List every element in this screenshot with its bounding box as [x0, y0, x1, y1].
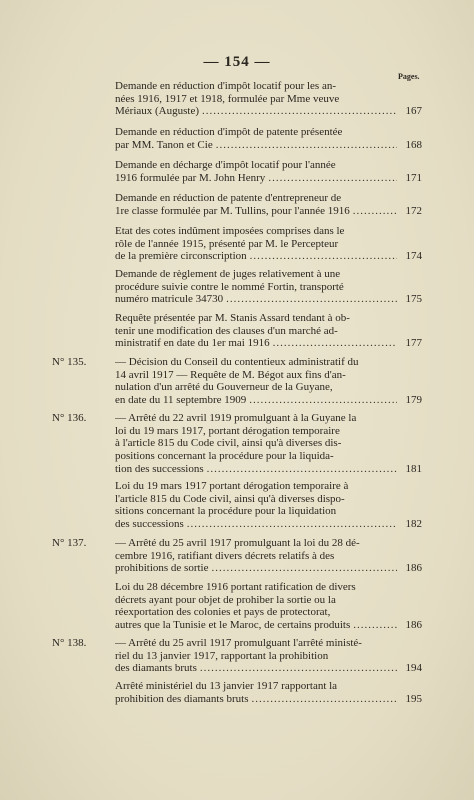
leader-dots	[249, 394, 397, 407]
entry-line: par MM. Tanon et Cie	[115, 138, 213, 151]
decree-number: N° 135.	[52, 356, 87, 368]
entry-line: Demande en réduction d'impôt locatif pour les an-	[115, 80, 336, 92]
decree-number: N° 138.	[52, 637, 87, 649]
page-reference: 172	[405, 204, 422, 217]
entry-line: Demande en réduction de patente d'entrepreneur de	[115, 192, 342, 204]
entry-line: — Arrêté du 25 avril 1917 promulguant la loi du 28 dé-	[115, 537, 360, 549]
entry-line: Etat des cotes indûment imposées comprises dans le	[115, 225, 345, 237]
entry-line: décrets ayant pour objet de prohiber la sortie ou la	[115, 593, 336, 606]
entry-line: — Décision du Conseil du contentieux administratif du	[115, 356, 359, 368]
pages-column-label: Pages.	[398, 72, 420, 81]
page-reference: 194	[405, 662, 422, 675]
page-reference: 179	[405, 394, 422, 407]
index-entry	[115, 581, 422, 632]
entry-line: 1916 formulée par M. John Henry	[115, 171, 266, 184]
entry-line: numéro matricule 34730	[115, 293, 224, 306]
entry-line: Arrêté ministériel du 13 janvier 1917 rapportant la	[115, 680, 338, 692]
decree-number: N° 136.	[52, 412, 87, 424]
index-entry	[115, 312, 422, 350]
page-reference: 181	[405, 462, 422, 475]
entry-line: positions concernant la procédure pour la liquida-	[115, 450, 334, 463]
entry-line: Demande de règlement de juges relativement à une	[115, 268, 341, 280]
entry-line: tion des successions	[115, 462, 204, 475]
index-entry	[115, 637, 422, 675]
index-entry	[115, 680, 422, 705]
entry-line: Demande en réduction d'impôt de patente présentée	[115, 126, 343, 138]
entry-line: Loi du 19 mars 1917 portant dérogation temporaire à	[115, 480, 349, 492]
entry-line: nulation d'un arrêté du Gouverneur de la Guyane,	[115, 381, 333, 394]
entry-line: loi du 19 mars 1917, portant dérogation temporaire	[115, 424, 340, 437]
entry-line: 14 avril 1917 — Requête de M. Bégot aux fins d'an-	[115, 368, 346, 381]
page-number: — 154 —	[203, 54, 271, 70]
leader-dots	[273, 337, 397, 350]
leader-dots	[202, 105, 397, 118]
entry-line: réexportation des colonies et pays de protectorat,	[115, 606, 331, 619]
entry-line: rôle de l'année 1915, présenté par M. le Percepteur	[115, 237, 339, 250]
index-entry	[115, 480, 422, 531]
entry-line: prohibitions de sortie	[115, 562, 209, 575]
leader-dots	[207, 463, 397, 476]
leader-dots	[200, 662, 397, 675]
page-reference: 182	[405, 518, 422, 531]
entry-line: Requête présentée par M. Stanis Assard tendant à ob-	[115, 312, 350, 324]
index-entry	[115, 537, 422, 575]
entry-line: Demande en décharge d'impôt locatif pour l'année	[115, 159, 336, 171]
entry-line: ministratif en date du 1er mai 1916	[115, 337, 270, 350]
entry-line: procédure suivie contre le nommé Fortin, transporté	[115, 280, 344, 293]
leader-dots	[216, 139, 397, 152]
entry-line: cembre 1916, ratifiant divers décrets relatifs à des	[115, 549, 335, 562]
entry-line: Loi du 28 décembre 1916 portant ratification de divers	[115, 581, 356, 593]
entry-line: riel du 13 janvier 1917, rapportant la prohibition	[115, 649, 329, 662]
leader-dots	[268, 172, 397, 185]
page-reference: 177	[405, 337, 422, 350]
index-entry	[115, 80, 422, 118]
page-reference: 174	[405, 250, 422, 263]
page-reference: 171	[405, 171, 422, 184]
index-entry	[115, 126, 422, 151]
entry-line: — Arrêté du 25 avril 1917 promulguant l'arrêté ministé-	[115, 637, 362, 649]
entry-line: à l'article 815 du Code civil, ainsi qu'à diverses dis-	[115, 437, 342, 450]
leader-dots	[252, 693, 397, 706]
page-reference: 175	[405, 293, 422, 306]
entry-line: sitions concernant la procédure pour la liquidation	[115, 505, 337, 518]
page-reference: 167	[405, 105, 422, 118]
leader-dots	[226, 293, 397, 306]
index-entry	[115, 268, 422, 306]
leader-dots	[187, 518, 397, 531]
index-entry	[115, 356, 422, 407]
entry-line: prohibition des diamants bruts	[115, 692, 249, 705]
entry-line: nées 1916, 1917 et 1918, formulée par Mme veuve	[115, 92, 340, 105]
index-entry	[115, 225, 422, 263]
page-reference: 186	[405, 619, 422, 632]
entry-line: en date du 11 septembre 1909	[115, 394, 247, 407]
entry-line: des diamants bruts	[115, 662, 197, 675]
entry-line: de la première circonscription	[115, 250, 247, 263]
entry-line: l'article 815 du Code civil, ainsi qu'à diverses dispo-	[115, 492, 345, 505]
leader-dots	[250, 250, 397, 263]
leader-dots	[353, 619, 397, 632]
page-reference: 168	[405, 138, 422, 151]
entry-line: — Arrêté du 22 avril 1919 promulguant à la Guyane la	[115, 412, 357, 424]
page-reference: 195	[405, 692, 422, 705]
entry-line: Mériaux (Auguste)	[115, 105, 200, 118]
leader-dots	[353, 205, 397, 218]
decree-number: N° 137.	[52, 537, 87, 549]
entry-line: autres que la Tunisie et le Maroc, de certains produits	[115, 619, 351, 632]
page-reference: 186	[405, 562, 422, 575]
index-entry	[115, 412, 422, 476]
entry-line: tenir une modification des clauses d'un marché ad-	[115, 324, 338, 337]
entry-line: 1re classe formulée par M. Tullins, pour l'année 1916	[115, 204, 350, 217]
entry-line: des successions	[115, 518, 184, 531]
index-entry	[115, 159, 422, 184]
leader-dots	[212, 562, 398, 575]
index-entry	[115, 192, 422, 217]
